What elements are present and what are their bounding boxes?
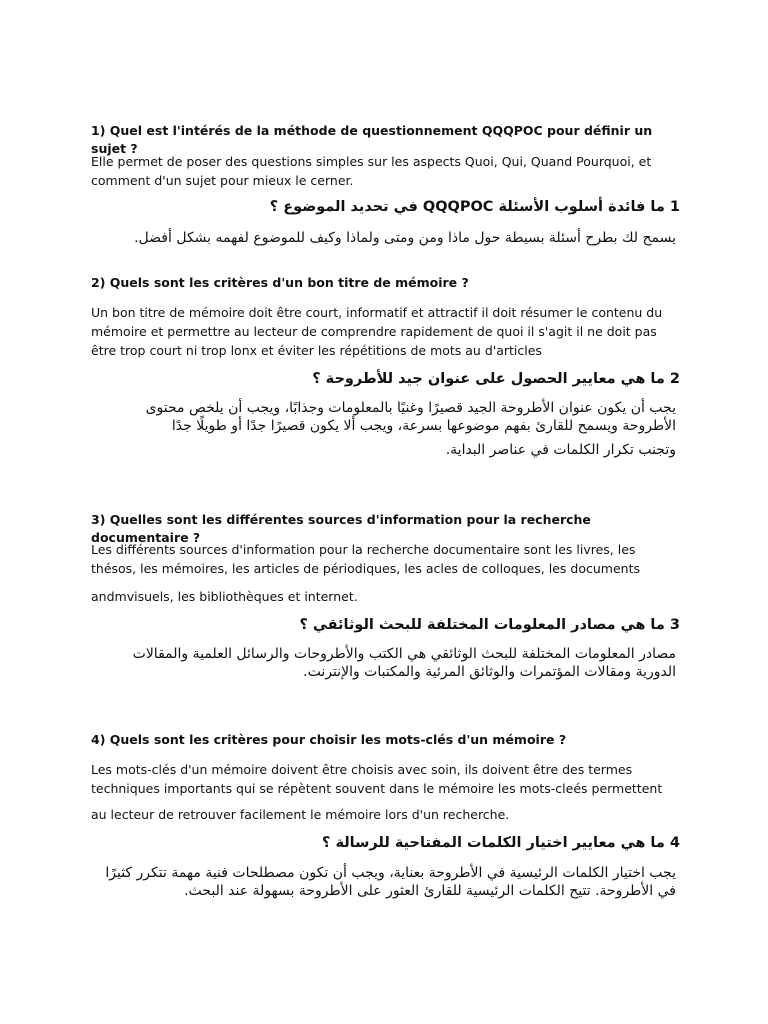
ar-question-1: 1 ما فائدة أسلوب الأسئلة QQQPOC في تحديد الموضوع ؟ xyxy=(269,199,680,215)
ar-answer-4: يجب اختيار الكلمات الرئيسية في الأطروحة بعناية، ويجب أن تكون مصطلحات فنية مهمة تتكرر كثيرًا في الأطروحة. تتيح الكلمات الرئيسية للقارئ العثور على الأطروحة بسهولة عند البحث. xyxy=(105,865,676,899)
fr-answer-3-cont: andmvisuels, les bibliothèques et internet. xyxy=(91,589,358,604)
fr-question-1: 1) Quel est l'intérés de la méthode de questionnement QQQPOC pour définir un sujet ? xyxy=(91,123,653,156)
ar-answer-3: مصادر المعلومات المختلفة للبحث الوثائقي هي الكتب والأطروحات والرسائل العلمية والمقالات الدورية ومقالات المؤتمرات والوثائق المرئية والمكتبات والإنترنت. xyxy=(132,646,676,680)
ar-question-4: 4 ما هي معايير اختيار الكلمات المفتاحية للرسالة ؟ xyxy=(321,835,680,851)
fr-answer-1: Elle permet de poser des questions simples sur les aspects Quoi, Qui, Quand Pourquoi, et comment d'un sujet pour mieux le cerner. xyxy=(91,154,652,188)
fr-answer-4: Les mots-clés d'un mémoire doivent être choisis avec soin, ils doivent être des termes techniques importants qui se répètent souvent dans le mémoire les mots-cleés permettent xyxy=(91,762,663,796)
fr-question-2: 2) Quels sont les critères d'un bon titre de mémoire ? xyxy=(91,275,469,290)
ar-answer-2-cont: وتجنب تكرار الكلمات في عناصر البداية. xyxy=(445,442,676,458)
ar-question-2: 2 ما هي معايير الحصول على عنوان جيد للأطروحة ؟ xyxy=(312,371,680,387)
fr-answer-2: Un bon titre de mémoire doit être court, informatif et attractif il doit résumer le contenu du mémoire et permettre au lecteur de comprendre rapidement de quoi il s'agit il ne doit pas être trop court ni trop lonx et éviter les répétitions de mots au d'articles xyxy=(91,305,663,358)
fr-question-3: 3) Quelles sont les différentes sources d'information pour la recherche documentaire ? xyxy=(91,512,591,545)
fr-answer-3: Les différents sources d'information pour la recherche documentaire sont les livres, les thésos, les mémoires, les articles de périodiques, les acles de colloques, les documents xyxy=(91,542,640,576)
fr-question-4: 4) Quels sont les critères pour choisir les mots-clés d'un mémoire ? xyxy=(91,732,567,747)
ar-answer-1: يسمح لك بطرح أسئلة بسيطة حول ماذا ومن ومتى ولماذا وكيف للموضوع لفهمه بشكل أفضل. xyxy=(134,230,676,246)
fr-answer-4-cont: au lecteur de retrouver facilement le mémoire lors d'un recherche. xyxy=(91,807,510,822)
ar-question-3: 3 ما هي مصادر المعلومات المختلفة للبحث الوثائقي ؟ xyxy=(299,617,680,633)
ar-answer-2: يجب أن يكون عنوان الأطروحة الجيد قصيرًا وغنيًا بالمعلومات وجذابًا، ويجب أن يلخص محتوى الأطروحة ويسمح للقارئ بفهم موضوعها بسرعة، ويجب ألا يكون قصيرًا جدًا أو طويلًا جدًا xyxy=(145,400,676,434)
